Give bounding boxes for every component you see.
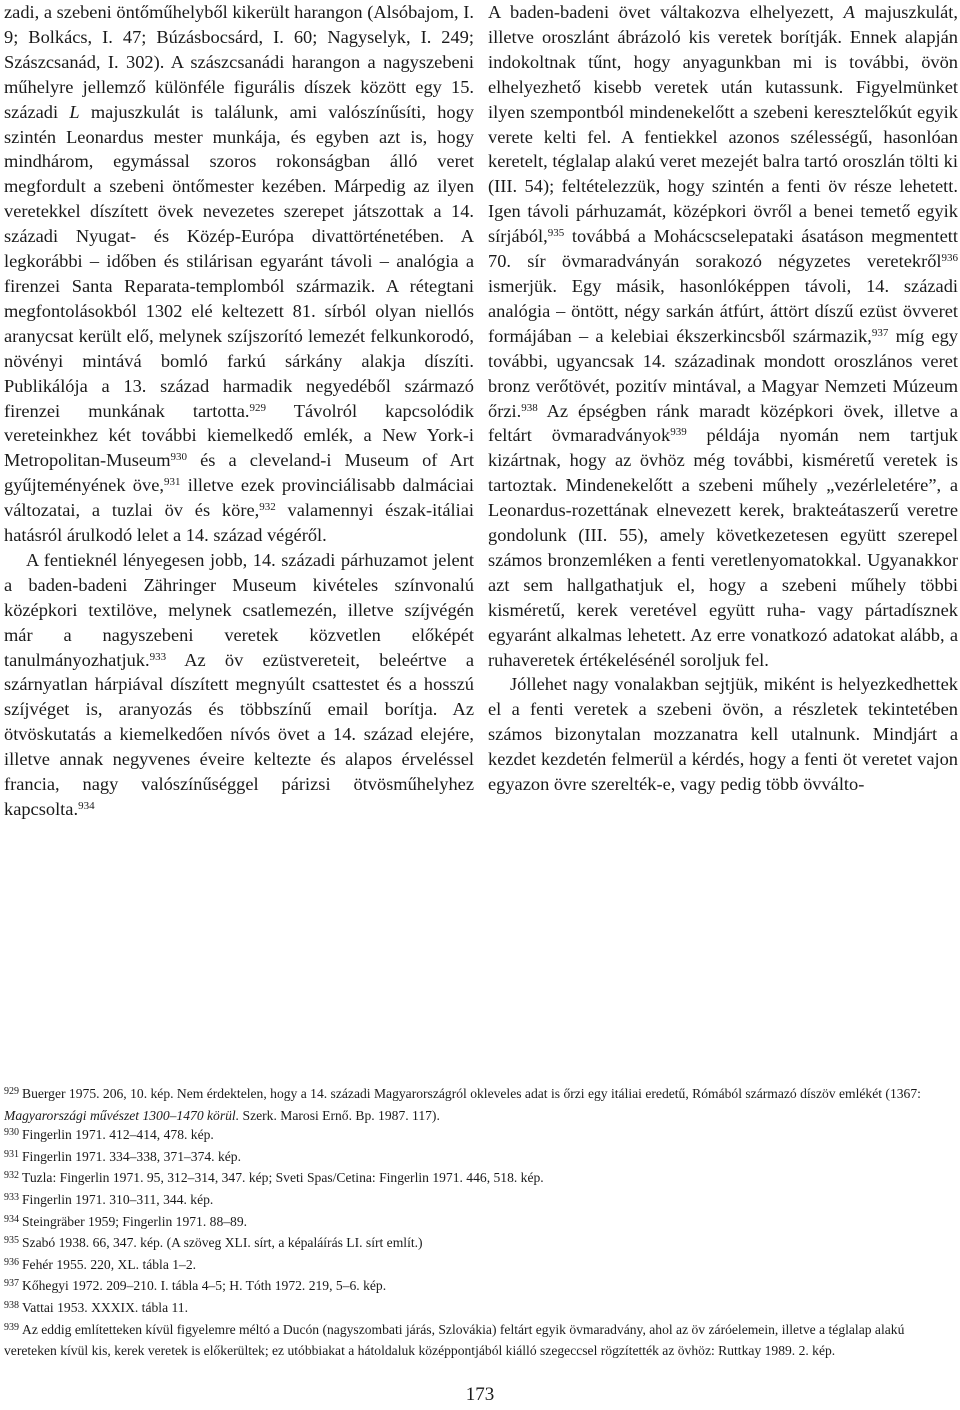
- text-run: majuszkulát, illetve oroszlánt ábrázoló kis veretek borítják. Ennek alapján indokoltnak tűnt, hogy anyagunkban mi is további, övön elhelyezhető kisebb veretek után kutassunk. Figyelmünket ilyen szempontból mindenekelőtt a szebeni keresztelőkút egyik verete kelti fel. A fentiekkel azonos szélességű, hasonlóan keretelt, téglalap alakú veret mezejét balra tartó oroszlán tölti ki (III. 54); feltételezzük, hogy szintén a fenti öv része lehetett. Igen távoli párhuzamát, középkori övről a benei temető egyik sírjából,: [488, 2, 958, 247]
- text-run: A baden-badeni övet váltakozva elhelyezett,: [488, 2, 844, 22]
- footnote: [4, 1147, 956, 1169]
- footnote: [4, 1168, 956, 1190]
- text-run: L: [69, 101, 80, 122]
- footnote-text: Buerger 1975. 206, 10. kép. Nem érdektelen, hogy a 14. századi Magyarországról okleveles adat is őrzi egy itáliai eredetű, Rómából származó díszöv emlékét (1367:: [22, 1086, 921, 1101]
- footnote-number: 931: [4, 1148, 19, 1160]
- footnote-number: 939: [4, 1321, 19, 1333]
- text-run: A fentieknél lényegesen jobb, 14. századi párhuzamot jelent a baden-badeni Zähringer Museum kivételes színvonalú középkori textilöve, melynek csatlemezén, illetve szíjvégén már a nagyszebeni veretek közvetlen előképét tanulmányozhatjuk.: [4, 549, 474, 670]
- footnote-number: 934: [4, 1213, 19, 1225]
- text-run: ismerjük. Egy másik, hasonlóképpen távoli, 14. századi analógia – öntött, négy sarkán átfúrt, áttört díszű ezüst övveret formájában – a kelebiai ékszerkincsből származik,: [488, 275, 958, 346]
- footnote-number: 929: [4, 1086, 19, 1097]
- text-run: A: [843, 2, 855, 22]
- footnote-text: Kőhegyi 1972. 209–210. I. tábla 4–5; H. Tóth 1972. 219, 5–6. kép.: [22, 1278, 387, 1294]
- footnote: [4, 1298, 956, 1320]
- footnote-reference: 932: [259, 501, 276, 514]
- footnote-reference: 934: [78, 800, 95, 812]
- paragraph: [488, 0, 958, 672]
- text-run: Az öv ezüstvereteit, beleértve a szárnyatlan hárpiával díszített megnyúlt csattestet és a hosszú szíjvéget is, aranyozás és többszínű email borítja. Az ötvöskutatás a kiemelkedően nívós övet a 14. század elejére, illetve annak negyvenes éveire keltezte és alapos érveléssel francia, nagy valószínűséggel párizsi ötvösműhelyhez kapcsolta.: [4, 649, 474, 819]
- footnote-reference: 936: [941, 252, 958, 265]
- footnote-reference: 929: [249, 401, 267, 414]
- footnote-text: Az eddig említetteken kívül figyelemre méltó a Ducón (nagyszombati járás, Szlovákia) feltárt egyik övmaradvány, ahol az öv záróelemein, illetve a téglalap alakú vereteken kívül kis, kerek veretek is előkerültek; ez utóbbiakat a hátoldaluk középpontjából kiálló szegeccsel rögzítették az övhöz: Ruttkay 1989. 2. kép.: [4, 1321, 905, 1359]
- footnote: [4, 1255, 956, 1277]
- footnote-text: Fingerlin 1971. 412–414, 478. kép.: [22, 1127, 214, 1143]
- footnote-text: Fingerlin 1971. 334–338, 371–374. kép.: [22, 1148, 242, 1164]
- text-run: példája nyomán nem tartjuk kizártnak, hogy az övhöz még további, kisméretű veretek is tartoztak. Mindenekelőtt a szebeni műhely „vezérleletére”, a Leonardus-rozettának elnevezett kerek, brakteátaszerű veretre gondolunk (III. 55), amely következetesen együtt szerepel számos bronzemléken a fenti veretlenyomatokkal. Ugyanakkor azt sem hallgathatjuk el, hogy a szebeni műhely többi kisméretű, kerek veretével együtt ruha- vagy pártadísznek egyaránt alkalmas lehetett. Az erre vonatkozó adatokat alább, a ruhaveretek értékelésénél soroljuk fel.: [488, 425, 958, 670]
- footnote: [4, 1320, 956, 1361]
- footnote-text: Tuzla: Fingerlin 1971. 95, 312–314, 347. kép; Sveti Spas/Cetina: Fingerlin 1971. 446, 518. kép.: [22, 1170, 544, 1186]
- footnote-reference: 931: [163, 476, 181, 489]
- footnote: [4, 1233, 956, 1255]
- text-run: Jóllehet nagy vonalakban sejtjük, miként is helyezkedhettek el a fenti veretek a szebeni övön, a részletek tekintetében számos bizonytalan mozzanatra kell utalnunk. Mindjárt a kezdet kezdetén felmerül a kérdés, hogy a fenti öt veretet vajon egyazon övre szerelték-e, vagy pedig több övválto-: [488, 674, 958, 795]
- footnote-text: Steingräber 1959; Fingerlin 1971. 88–89.: [22, 1213, 248, 1229]
- text-run: majuszkulát is találunk, ami valószínűsíti, hogy szintén Leonardus mester munkája, és egyben azt is, hogy mindhárom, egymással szoros rokonságban álló veret megfordult a szebeni öntőmester kezében. Márpedig az ilyen veretekkel díszített övek nevezetes szerepet játszottak a 14. századi Nyugat- és Közép-Európa divattörténetében. A legkorábbi – időben és stilárisan egyaránt távoli – analógia a firenzei Santa Reparata-templomból származik. A rétegtani megfontolásokból 1302 elé keltezett 81. sírból olyan niellós aranycsat került elő, melynek szíjszorító lemezét felkunkorodó, növényi mintává bomló farkú sárkány alakja díszíti. Publikálója a 13. század harmadik negyedéből származó firenzei munkának tartotta.: [4, 101, 474, 421]
- footnote-number: 933: [4, 1191, 19, 1203]
- footnote: [4, 1125, 956, 1147]
- paragraph: [488, 672, 958, 797]
- footnote-reference: 935: [547, 227, 565, 240]
- footnote-number: 937: [4, 1278, 19, 1290]
- left-text-column: [4, 0, 474, 822]
- footnote-reference: 939: [670, 426, 687, 439]
- text-run: míg egy további, ugyancsak 14. századinak mondott oroszlános veret bronz verőtövét, pozitív mintával, a Magyar Nemzeti Múzeum őrzi.: [488, 325, 958, 421]
- footnote-text: Fehér 1955. 220, XL. tábla 1–2.: [22, 1256, 197, 1272]
- footnote-reference: 938: [521, 401, 538, 414]
- footnote-text: Vattai 1953. XXXIX. tábla 11.: [22, 1299, 188, 1315]
- footnote-text: Magyarországi művészet 1300–1470 körül.: [4, 1107, 240, 1123]
- footnote-number: 935: [4, 1235, 19, 1247]
- right-text-column: [488, 0, 958, 797]
- footnote: [4, 1190, 956, 1212]
- footnote-text: Szerk. Marosi Ernő. Bp. 1987. 117).: [239, 1107, 440, 1123]
- footnote: [4, 1084, 956, 1125]
- footnote-reference: 937: [871, 326, 889, 339]
- footnote-text: Fingerlin 1971. 310–311, 344. kép.: [22, 1191, 214, 1207]
- footnote-number: 936: [4, 1256, 19, 1268]
- text-run: valamennyi észak-itáliai hatásról árulkodó lelet a 14. század végéről.: [4, 500, 475, 546]
- footnote: [4, 1212, 956, 1234]
- text-run: Távolról kapcsolódik vereteinkhez két további kiemelkedő emlék, a New York-i Metropolitan-Museum: [4, 400, 475, 471]
- text-run: zadi, a szebeni öntőműhelyből kikerült harangon (Alsóbajom, I. 9; Bolkács, I. 47; Búzásbocsárd, I. 60; Nagyselyk, I. 249; Szászcsanád, I. 302). A szászcsanádi harangon a nagyszebeni műhelyre jellemző különféle figurális díszek között egy 15. századi: [4, 2, 474, 122]
- text-run: Az épségben ránk maradt középkori övek, illetve a feltárt övmaradványok: [488, 400, 958, 446]
- footnote-reference: 933: [149, 650, 167, 663]
- footnote-text: Szabó 1938. 66, 347. kép. (A szöveg XLI. sírt, a képaláírás LI. sírt említ.): [22, 1235, 423, 1251]
- paragraph: [4, 0, 474, 548]
- footnote-number: 930: [4, 1127, 19, 1139]
- text-run: és a cleveland-i Museum of Art gyűjteményének öve,: [4, 450, 474, 496]
- footnote-number: 932: [4, 1170, 19, 1182]
- page-number: 173: [465, 1384, 495, 1405]
- paragraph: [4, 548, 474, 822]
- text-run: továbbá a Mohácscselepataki ásatáson megmentett 70. sír övmaradványán sorakozó négyzetes veretekről: [488, 226, 958, 272]
- footnote-number: 938: [4, 1299, 19, 1311]
- footnote: [4, 1276, 956, 1298]
- footnote-reference: 930: [170, 451, 188, 464]
- text-run: illetve ezek provinciálisabb dalmáciai változatai, a tuzlai öv és köre,: [4, 475, 474, 521]
- footnotes-section: [4, 1084, 956, 1361]
